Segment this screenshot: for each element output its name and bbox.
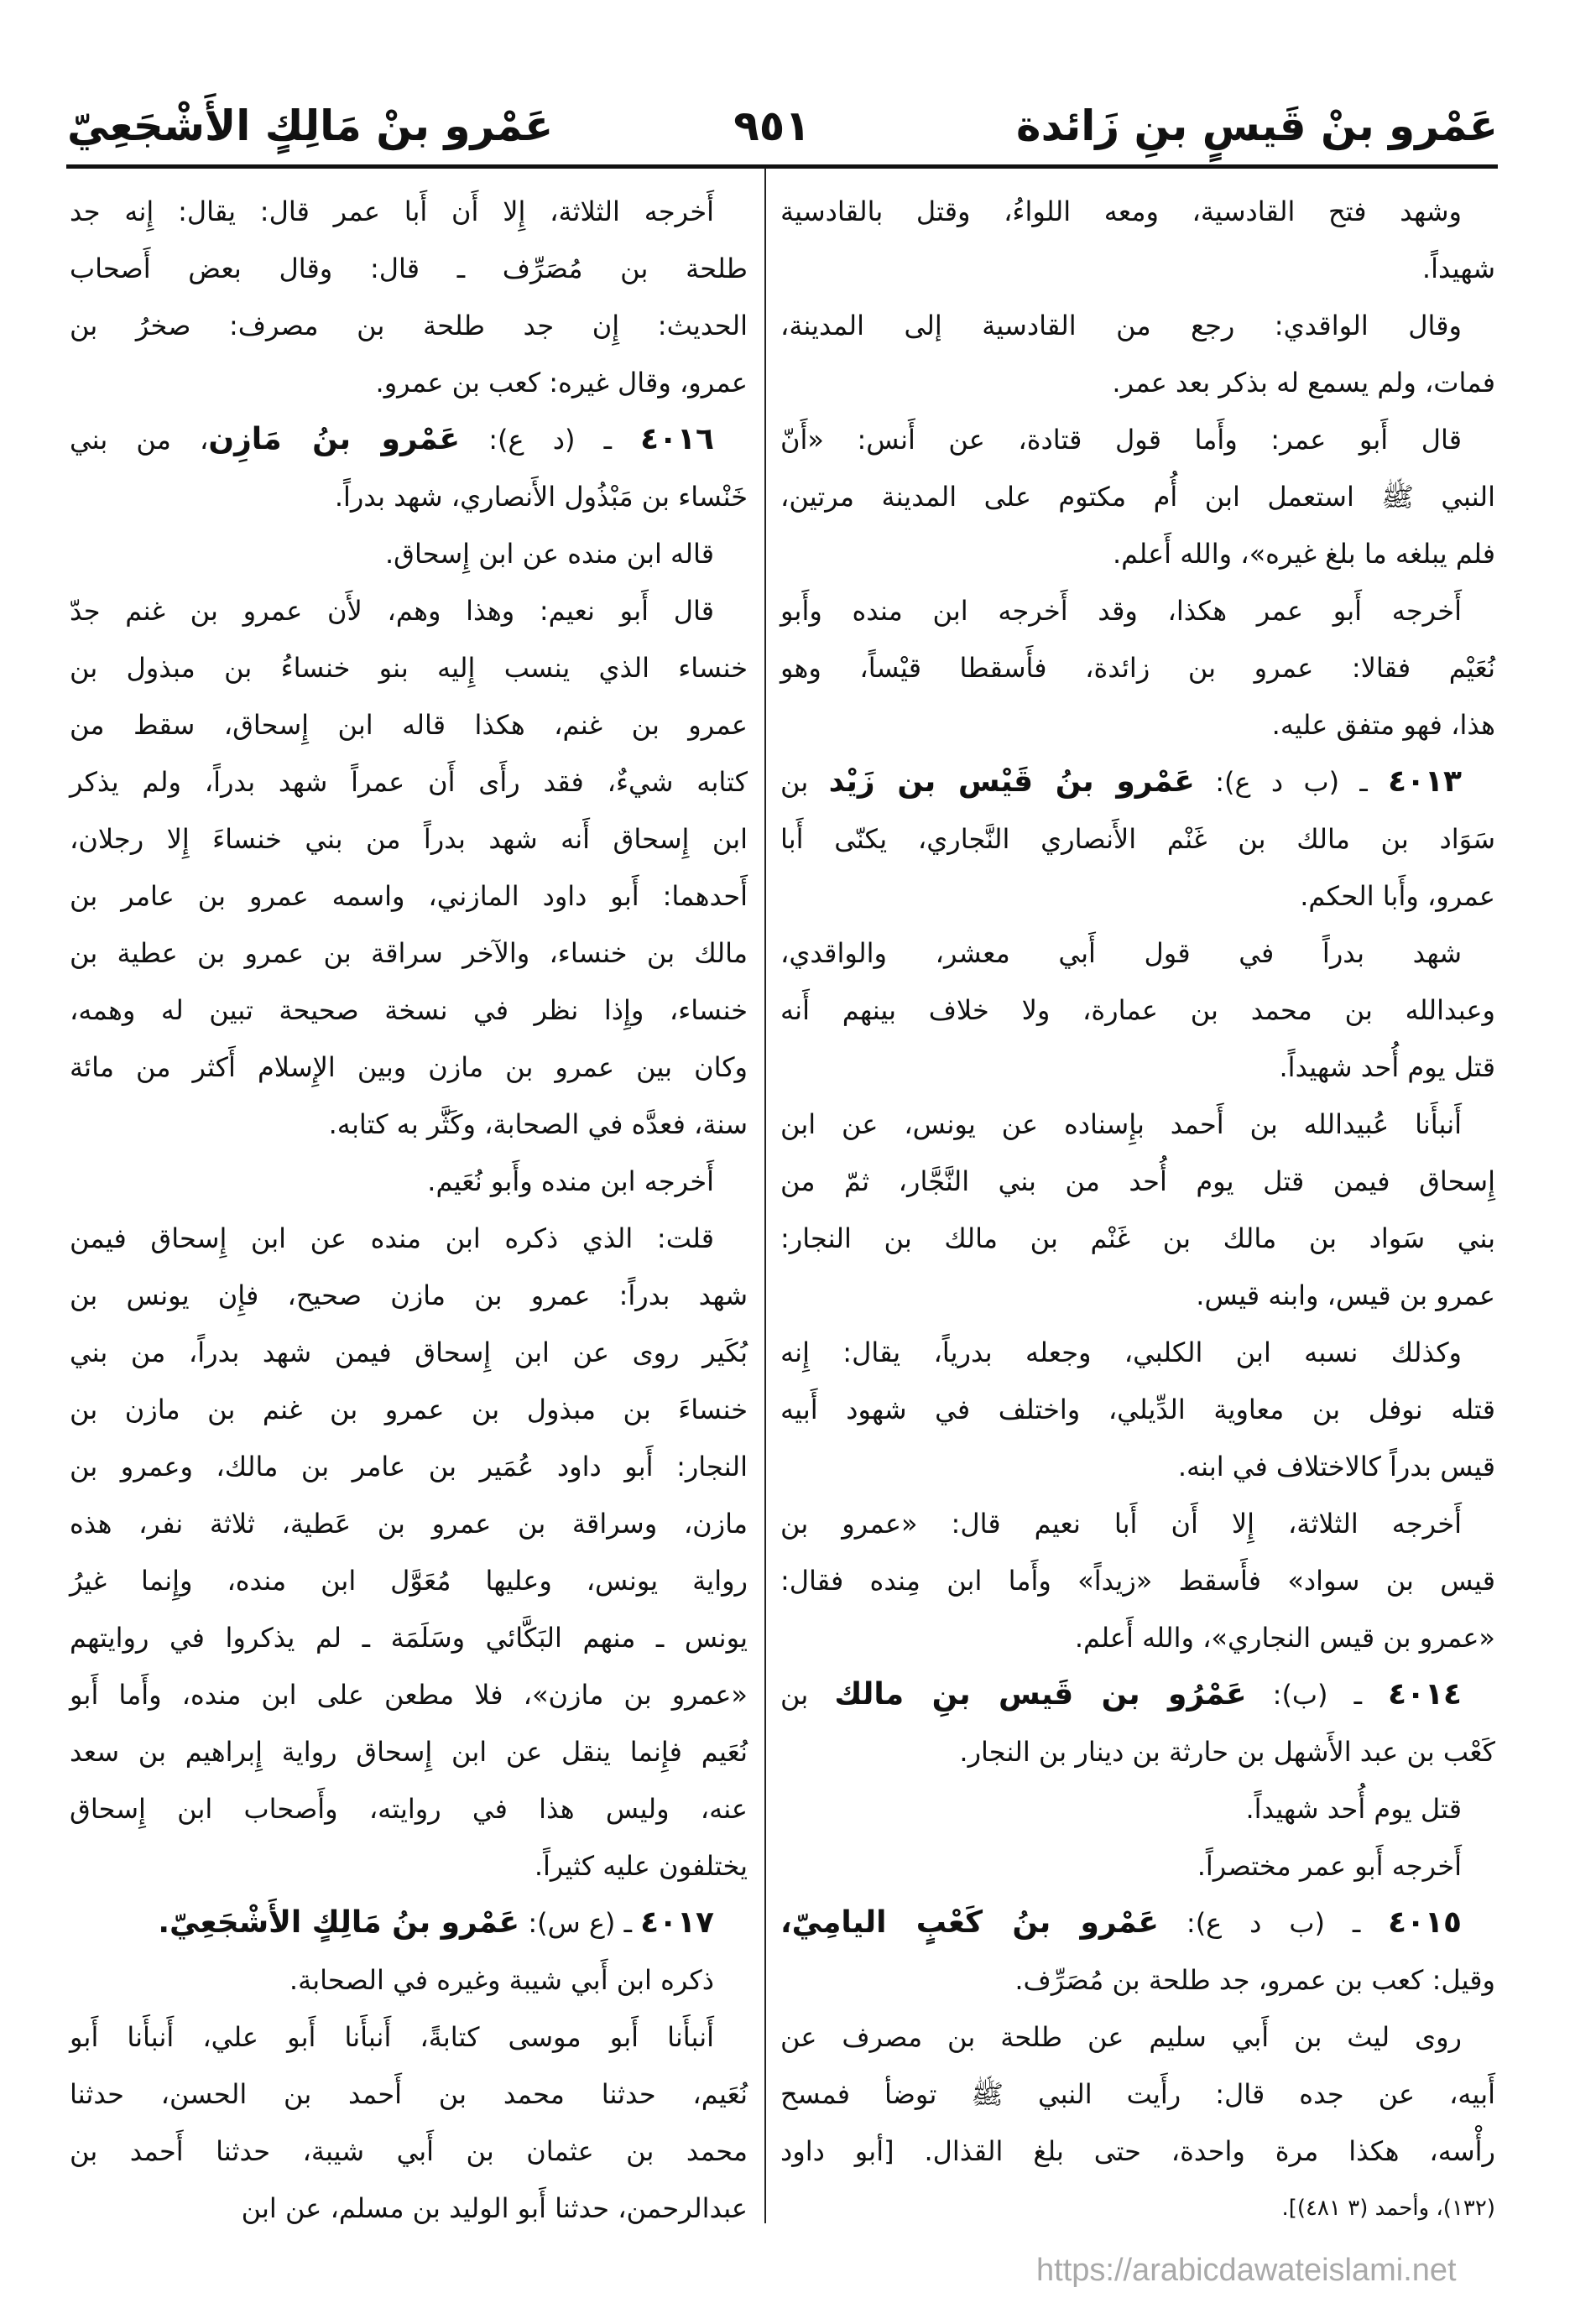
text-line: أَخرجه أَبو عمر مختصراً. — [1197, 1850, 1462, 1882]
running-head-right: عَمْرو بنْ قَيسٍ بنِ زَائدة — [1016, 102, 1498, 150]
text-line: قتل يوم أُحد شهيداً. — [1245, 1793, 1462, 1825]
watermark-url: https://arabicdawateislami.net — [1036, 2253, 1457, 2288]
entry-number: ٤٠١٧ — [640, 1905, 714, 1940]
text-line: مالك بن خنساء، والآخر سراقة بن عمرو بن عطية بن — [70, 937, 748, 969]
text-line: «عمرو بن مازن»، فلا مطعن على ابن منده، وأَما أَبو — [70, 1679, 748, 1711]
text-line: رواية يونس، وعليها مُعَوَّل ابن منده، وإِنما غيرُ — [70, 1565, 748, 1597]
text-line: وشهد فتح القادسية، ومعه اللواءُ، وقتل بالقادسية — [780, 195, 1462, 227]
text-line: كتابه شيءٌ، فقد رأَى أَن عمراً شهد بدراً، ولم يذكر — [70, 766, 748, 798]
text-line: سَوَاد بن مالك بن غَنْم الأَنصاري النَّجاري، يكنّى أَبا — [780, 823, 1495, 855]
entry-sigla: ـ (ع س): — [519, 1907, 641, 1939]
entry-sigla: ـ (ب): — [1246, 1679, 1389, 1711]
entry-name: عَمْرو بنُ كَعْبٍ اليامِيّ، — [780, 1905, 1160, 1940]
entry-heading-rest: بن — [780, 1679, 835, 1711]
running-head-left: عَمْرو بنْ مَالِكٍ الأَشْجَعِيّ — [67, 102, 554, 150]
text-line: الحديث: إِن جد طلحة بن مصرف: صخرُ بن — [70, 310, 748, 341]
entry-sigla: ـ (ب د ع): — [1194, 766, 1389, 798]
text-line: أَحدهما: أَبو داود المازني، واسمه عمرو بن عامر بن — [70, 880, 748, 912]
text-line: ذكره ابن أَبي شيبة وغيره في الصحابة. — [289, 1964, 714, 1996]
text-line: عمرو بن قيس، وابنه قيس. — [1196, 1279, 1495, 1311]
text-line: شهد بدراً: عمرو بن مازن صحيح، فإِن يونس بن — [70, 1279, 748, 1311]
text-line: شهد بدراً في قول أَبي معشر، والواقدي، — [780, 937, 1462, 969]
text-line: قال أَبو عمر: وأَما قول قتادة، عن أَنس: «أَنّ — [780, 424, 1462, 456]
text-line: بني سَواد بن مالك بن غَنْم بن مالك بن النجار: — [780, 1222, 1495, 1254]
entry-name: عَمْرو بنُ مَازِن — [208, 422, 461, 456]
text-line: عنه، وليس هذا في روايته، وأَصحاب ابن إِسحاق — [70, 1793, 748, 1825]
text-line: أَنبأَنا عُبيدالله بن أَحمد بإِسناده عن يونس، عن ابن — [780, 1108, 1462, 1140]
text-line: رأْسه، هكذا مرة واحدة، حتى بلغ القذال. [أبو داود — [780, 2135, 1495, 2167]
text-line: قتله نوفل بن معاوية الدِّيلي، واختلف في شهود أَبيه — [780, 1394, 1495, 1425]
text-line: كَعْب بن عبد الأَشهل بن حارثة بن دينار بن النجار. — [959, 1736, 1495, 1768]
page-number: ٩٥١ — [733, 102, 811, 150]
entry-number: ٤٠١٣ — [1388, 764, 1462, 799]
column-divider — [764, 168, 766, 2223]
text-line: سنة، فعدَّه في الصحابة، وكَثَّر به كتابه. — [328, 1108, 748, 1140]
text-line: وقال الواقدي: رجع من القادسية إلى المدينة، — [780, 310, 1462, 341]
text-line: شهيداً. — [1421, 253, 1495, 284]
text-line: وعبدالله بن محمد بن عمارة، ولا خلاف بينهم أَنه — [780, 994, 1495, 1026]
entry-heading — [780, 1894, 1495, 1951]
text-line: إِسحاق فيمن قتل يوم أُحد من بني النَّجَّار، ثمّ من — [780, 1165, 1495, 1197]
entry-heading — [780, 1666, 1495, 1723]
text-line: أَخرجه الثلاثة، إِلا أَن أَبا عمر قال: يقال: إِنه جد — [70, 195, 714, 227]
text-line: نُعَيم، حدثنا محمد بن أَحمد بن الحسن، حدثنا — [70, 2078, 748, 2110]
header-rule — [66, 164, 1498, 169]
text-line: نُعَيم فإِنما ينقل عن ابن إِسحاق رواية إِبراهيم بن سعد — [70, 1736, 748, 1768]
text-line: وقيل: كعب بن عمرو، جد طلحة بن مُصَرِّف. — [1014, 1964, 1495, 1996]
left-column — [70, 183, 748, 2237]
text-line: قيس بن سواد» فأَسقط «زيداً» وأَما ابن مِنده فقال: — [780, 1565, 1495, 1597]
text-line: مازن، وسراقة بن عمرو بن عَطية، ثلاثة نفر، هذه — [70, 1508, 748, 1540]
text-line: بُكَير روى عن ابن إِسحاق فيمن شهد بدراً، من بني — [70, 1337, 748, 1368]
entry-heading — [70, 411, 748, 468]
entry-heading — [70, 1894, 748, 1951]
entry-heading-rest: بن — [780, 766, 829, 798]
text-line: وكان بين عمرو بن مازن وبين الإِسلام أَكثر من مائة — [70, 1051, 748, 1083]
entry-heading — [780, 753, 1495, 810]
text-line: فلم يبلغه ما بلغ غيره»، والله أَعلم. — [1113, 538, 1495, 570]
entry-name: عَمْرو بنُ مَالِكٍ الأَشْجَعِيّ. — [158, 1905, 520, 1940]
text-line: هذا، فهو متفق عليه. — [1271, 709, 1495, 741]
right-column — [780, 183, 1495, 2237]
text-line: أَخرجه أَبو عمر هكذا، وقد أَخرجه ابن منده وأَبو — [780, 595, 1462, 627]
text-line: يونس ـ منهم البَكَّائي وسَلَمَة ـ لم يذكروا في روايتهم — [70, 1622, 748, 1654]
text-line: (١٣٢)، وأحمد (٣ ٤٨١)]. — [1281, 2196, 1495, 2221]
text-line: «عمرو بن قيس النجاري»، والله أَعلم. — [1074, 1622, 1495, 1654]
text-line: عمرو بن غنم، هكذا قاله ابن إِسحاق، سقط من — [70, 709, 748, 741]
text-line: طلحة بن مُصَرِّف ـ قال: وقال بعض أَصحاب — [70, 253, 748, 284]
entry-name: عَمْرُو بن قَيس بنِ مالك — [834, 1677, 1247, 1712]
entry-number: ٤٠١٥ — [1388, 1905, 1462, 1940]
text-line: روى ليث بن أَبي سليم عن طلحة بن مصرف عن — [780, 2021, 1462, 2053]
entry-name: عَمْرو بنُ قَيْس بن زَيْد — [828, 764, 1195, 799]
text-line: قال أَبو نعيم: وهذا وهم، لأَن عمرو بن غنم جدّ — [70, 595, 714, 627]
text-line: خنساء الذي ينسب إِليه بنو خنساءُ بن مبذول بن — [70, 652, 748, 684]
text-line: وكذلك نسبه ابن الكلبي، وجعله بدرياً، يقال: إِنه — [780, 1337, 1462, 1368]
text-line: قتل يوم أُحد شهيداً. — [1279, 1051, 1495, 1083]
text-line: عبدالرحمن، حدثنا أَبو الوليد بن مسلم، عن ابن — [241, 2192, 748, 2224]
text-line: عمرو، وقال غيره: كعب بن عمرو. — [375, 367, 748, 399]
entry-sigla: ـ (د ع): — [460, 424, 641, 456]
entry-number: ٤٠١٦ — [640, 422, 714, 456]
text-line: أَخرجه ابن منده وأَبو نُعَيم. — [427, 1165, 714, 1197]
text-line: قيس بدراً كالاختلاف في ابنه. — [1177, 1451, 1495, 1482]
text-line: أَنبأَنا أَبو موسى كتابةً، أَنبأَنا أَبو علي، أَنبأَنا أَبو — [70, 2021, 714, 2053]
text-line: أَبيه، عن جده قال: رأَيت النبي ﷺ توضأ فمسح — [780, 2078, 1495, 2110]
text-line: خنساء، وإِذا نظر في نسخة صحيحة تبين له وهمه، — [70, 994, 748, 1026]
text-line: نُعَيْم فقالا: عمرو بن زائدة، فأَسقطا قيْساً، وهو — [780, 652, 1495, 684]
text-line: ابن إِسحاق أَنه شهد بدراً من بني خنساءَ إِلا رجلان، — [70, 823, 748, 855]
text-line: عمرو، وأَبا الحكم. — [1300, 880, 1495, 912]
entry-heading-rest: ، من بني — [70, 424, 209, 456]
text-line: يختلفون عليه كثيراً. — [534, 1850, 748, 1882]
text-line: خَنْساء بن مَبْذُول الأَنصاري، شهد بدراً. — [334, 481, 748, 513]
text-line: قلت: الذي ذكره ابن منده عن ابن إِسحاق فيمن — [70, 1222, 714, 1254]
text-line: قاله ابن منده عن ابن إِسحاق. — [384, 538, 714, 570]
text-line: خنساءَ بن مبذول بن عمرو بن غنم بن مازن بن — [70, 1394, 748, 1425]
text-line: أَخرجه الثلاثة، إِلا أَن أَبا نعيم قال: «عمرو بن — [780, 1508, 1462, 1540]
entry-number: ٤٠١٤ — [1388, 1677, 1463, 1712]
text-line: النجار: أَبو داود عُمَير بن عامر بن مالك، وعمرو بن — [70, 1451, 748, 1482]
text-line: فمات، ولم يسمع له بذكر بعد عمر. — [1112, 367, 1495, 399]
text-line: محمد بن عثمان بن أَبي شيبة، حدثنا أَحمد بن — [70, 2135, 748, 2167]
text-line: النبي ﷺ استعمل ابن أُم مكتوم على المدينة مرتين، — [780, 481, 1495, 513]
entry-sigla: ـ (ب د ع): — [1159, 1907, 1389, 1939]
